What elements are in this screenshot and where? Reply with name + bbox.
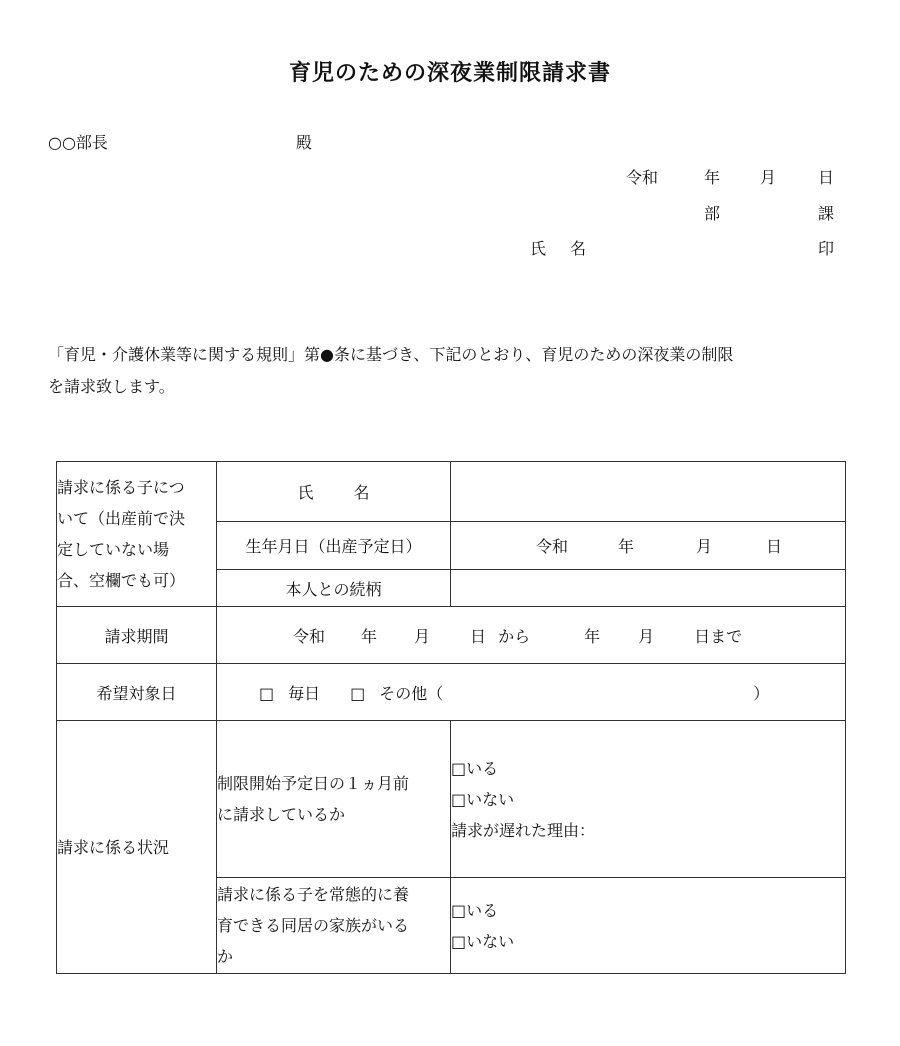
birth-value-cell[interactable] [451,522,846,570]
q1-no-checkbox[interactable]: □いない [451,789,515,809]
other-option-label: その他（ [379,683,444,703]
child-name-label-a: 氏 [297,483,314,502]
q1-line: に請求しているか [217,805,346,824]
child-name-label-cell [217,462,451,522]
q2-line: 育できる同居の家族がいる [217,916,410,935]
date-month: 月 [760,168,777,187]
child-header-line: 合、空欄でも可） [57,571,186,590]
table-row [57,721,846,878]
period-day-1: 日 [470,626,487,646]
body-line-2: を請求致します。 [48,377,175,396]
section-label: 課 [818,204,835,223]
status-label: 請求に係る状況 [57,721,217,974]
daily-option-label: 毎日 [288,683,321,703]
period-month-2: 月 [638,626,655,646]
period-day-2: 日まで [694,626,743,646]
other-close-paren: ） [753,683,770,703]
body-line-1: 「育児・介護休業等に関する規則」第●条に基づき、下記のとおり、育児のための深夜業の制限 [48,345,734,364]
dept-label: 部 [704,204,721,223]
child-name-label-b: 名 [353,483,370,502]
name-label-a: 氏 [530,239,547,258]
birth-day: 日 [766,537,783,556]
table-row [57,462,846,522]
child-header-line: 請求に係る子につ [57,478,185,497]
period-value-cell[interactable] [217,607,846,664]
daily-checkbox[interactable]: □ [259,683,275,703]
date-day: 日 [818,168,835,187]
child-header-line: いて（出産前で決 [57,509,186,528]
request-form-table [56,461,846,974]
table-row [57,607,846,664]
target-label: 希望対象日 [57,664,217,721]
q1-cell [217,721,451,878]
birth-era: 令和 [536,537,569,556]
date-year: 年 [704,168,721,187]
target-value-cell [217,664,846,721]
addressee-name: ○○部長 [48,133,108,152]
period-month-1: 月 [414,626,431,646]
relation-input[interactable] [451,570,846,607]
period-label: 請求期間 [57,607,217,664]
q1-yes-checkbox[interactable]: □いる [451,758,499,778]
q1-line: 制限開始予定日の１ヵ月前 [217,774,410,793]
q2-yes-checkbox[interactable]: □いる [451,900,499,920]
child-name-input[interactable] [451,462,846,522]
relation-label: 本人との続柄 [217,570,451,607]
child-header-cell [57,462,217,607]
date-era: 令和 [626,168,659,187]
name-label-b: 名 [570,239,587,258]
q2-no-checkbox[interactable]: □いない [451,931,515,951]
addressee-honorific: 殿 [296,133,313,152]
period-from: から [498,626,531,646]
q2-line: 請求に係る子を常態的に養 [217,885,410,904]
period-era: 令和 [293,626,326,646]
child-header-line: 定していない場 [57,540,170,559]
late-reason-label: 請求が遅れた理由： [451,820,596,840]
period-year-1: 年 [361,626,378,646]
q2-answer-cell [451,878,846,974]
q2-line: か [217,947,234,966]
q2-cell [217,878,451,974]
page-title: 育児のための深夜業制限請求書 [288,60,611,86]
seal-label: 印 [818,239,835,258]
other-checkbox[interactable]: □ [350,683,366,703]
birth-year: 年 [618,537,635,556]
table-row [57,664,846,721]
q1-answer-cell [451,721,846,878]
birth-label: 生年月日（出産予定日） [217,522,451,570]
birth-month: 月 [696,537,713,556]
period-year-2: 年 [584,626,601,646]
